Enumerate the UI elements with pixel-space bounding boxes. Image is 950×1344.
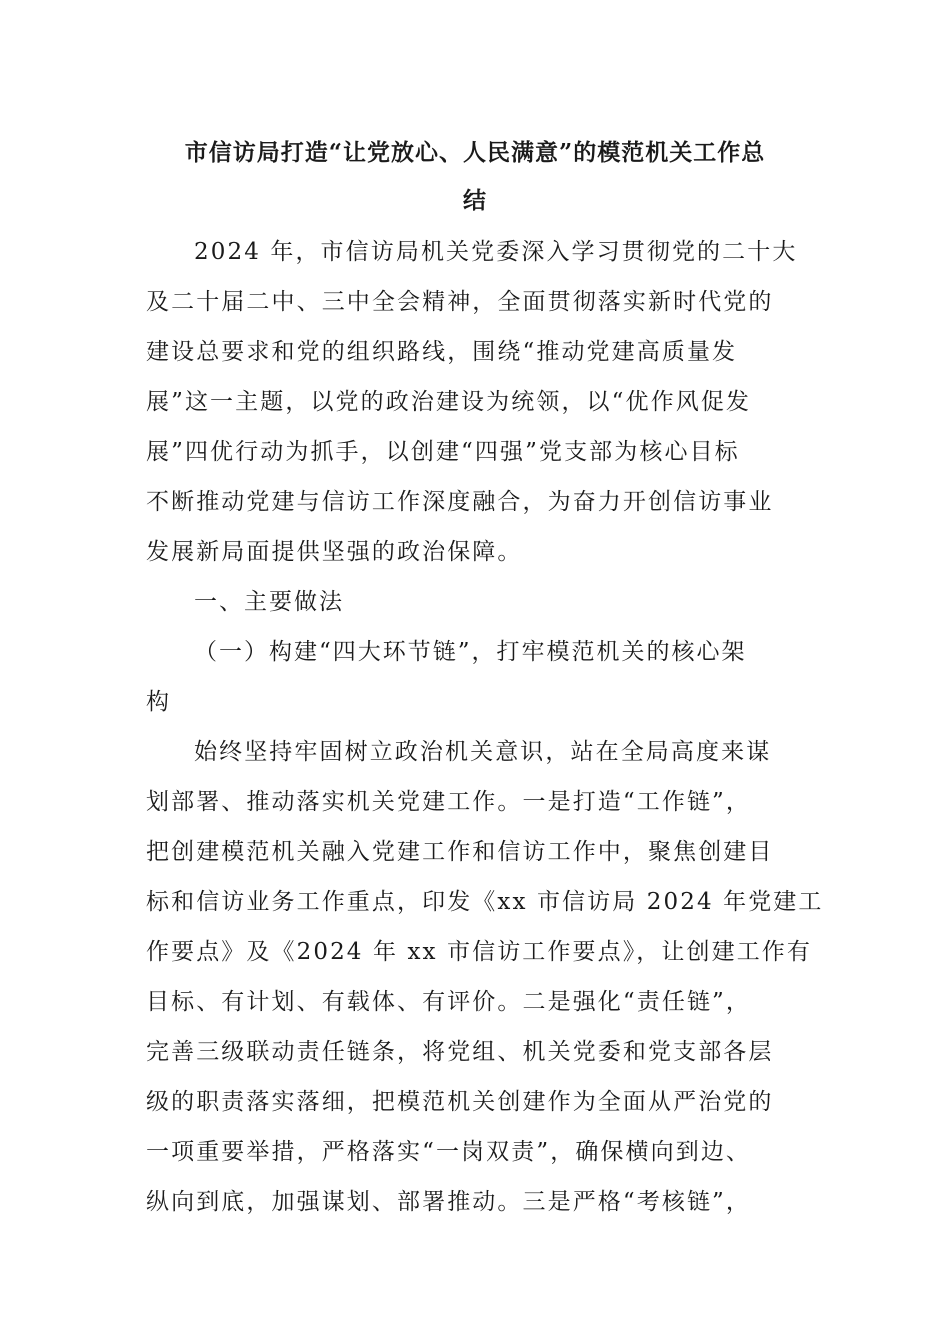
subsection-heading-continued: 构 [146, 689, 171, 715]
paragraph-line: 2024 年，市信访局机关党委深入学习贯彻党的二十大 [194, 239, 798, 265]
paragraph-line: 一项重要举措，严格落实“一岗双责”，确保横向到边、 [146, 1139, 752, 1165]
paragraph-line: 目标、有计划、有载体、有评价。二是强化“责任链”， [146, 989, 752, 1015]
paragraph-line: 纵向到底，加强谋划、部署推动。三是严格“考核链”， [146, 1189, 752, 1215]
paragraph-line: 划部署、推动落实机关党建工作。一是打造“工作链”， [146, 789, 752, 815]
paragraph-line: 及二十届二中、三中全会精神，全面贯彻落实新时代党的 [146, 289, 774, 315]
paragraph-line: 展”这一主题，以党的政治建设为统领，以“优作风促发 [146, 389, 752, 415]
paragraph-line: 始终坚持牢固树立政治机关意识，站在全局高度来谋 [194, 739, 772, 765]
paragraph-line: 建设总要求和党的组织路线，围绕“推动党建高质量发 [146, 339, 738, 365]
document-title-continued: 结 [463, 187, 487, 214]
paragraph-line: 级的职责落实落细，把模范机关创建作为全面从严治党的 [146, 1089, 774, 1115]
paragraph-line: 标和信访业务工作重点，印发《xx 市信访局 2024 年党建工 [146, 889, 824, 915]
section-heading: 一、主要做法 [194, 589, 344, 615]
paragraph-line: 完善三级联动责任链条，将党组、机关党委和党支部各层 [146, 1039, 774, 1065]
paragraph-line: 把创建模范机关融入党建工作和信访工作中，聚焦创建目 [146, 839, 774, 865]
paragraph-line: 作要点》及《2024 年 xx 市信访工作要点》，让创建工作有 [146, 939, 813, 965]
paragraph-line: 不断推动党建与信访工作深度融合，为奋力开创信访事业 [146, 489, 774, 515]
paragraph-line: 展”四优行动为抓手，以创建“四强”党支部为核心目标 [146, 439, 740, 465]
document-title: 市信访局打造“让党放心、人民满意”的模范机关工作总 [184, 139, 766, 166]
subsection-heading: （一）构建“四大环节链”，打牢模范机关的核心架 [194, 639, 747, 665]
paragraph-line: 发展新局面提供坚强的政治保障。 [146, 539, 523, 565]
